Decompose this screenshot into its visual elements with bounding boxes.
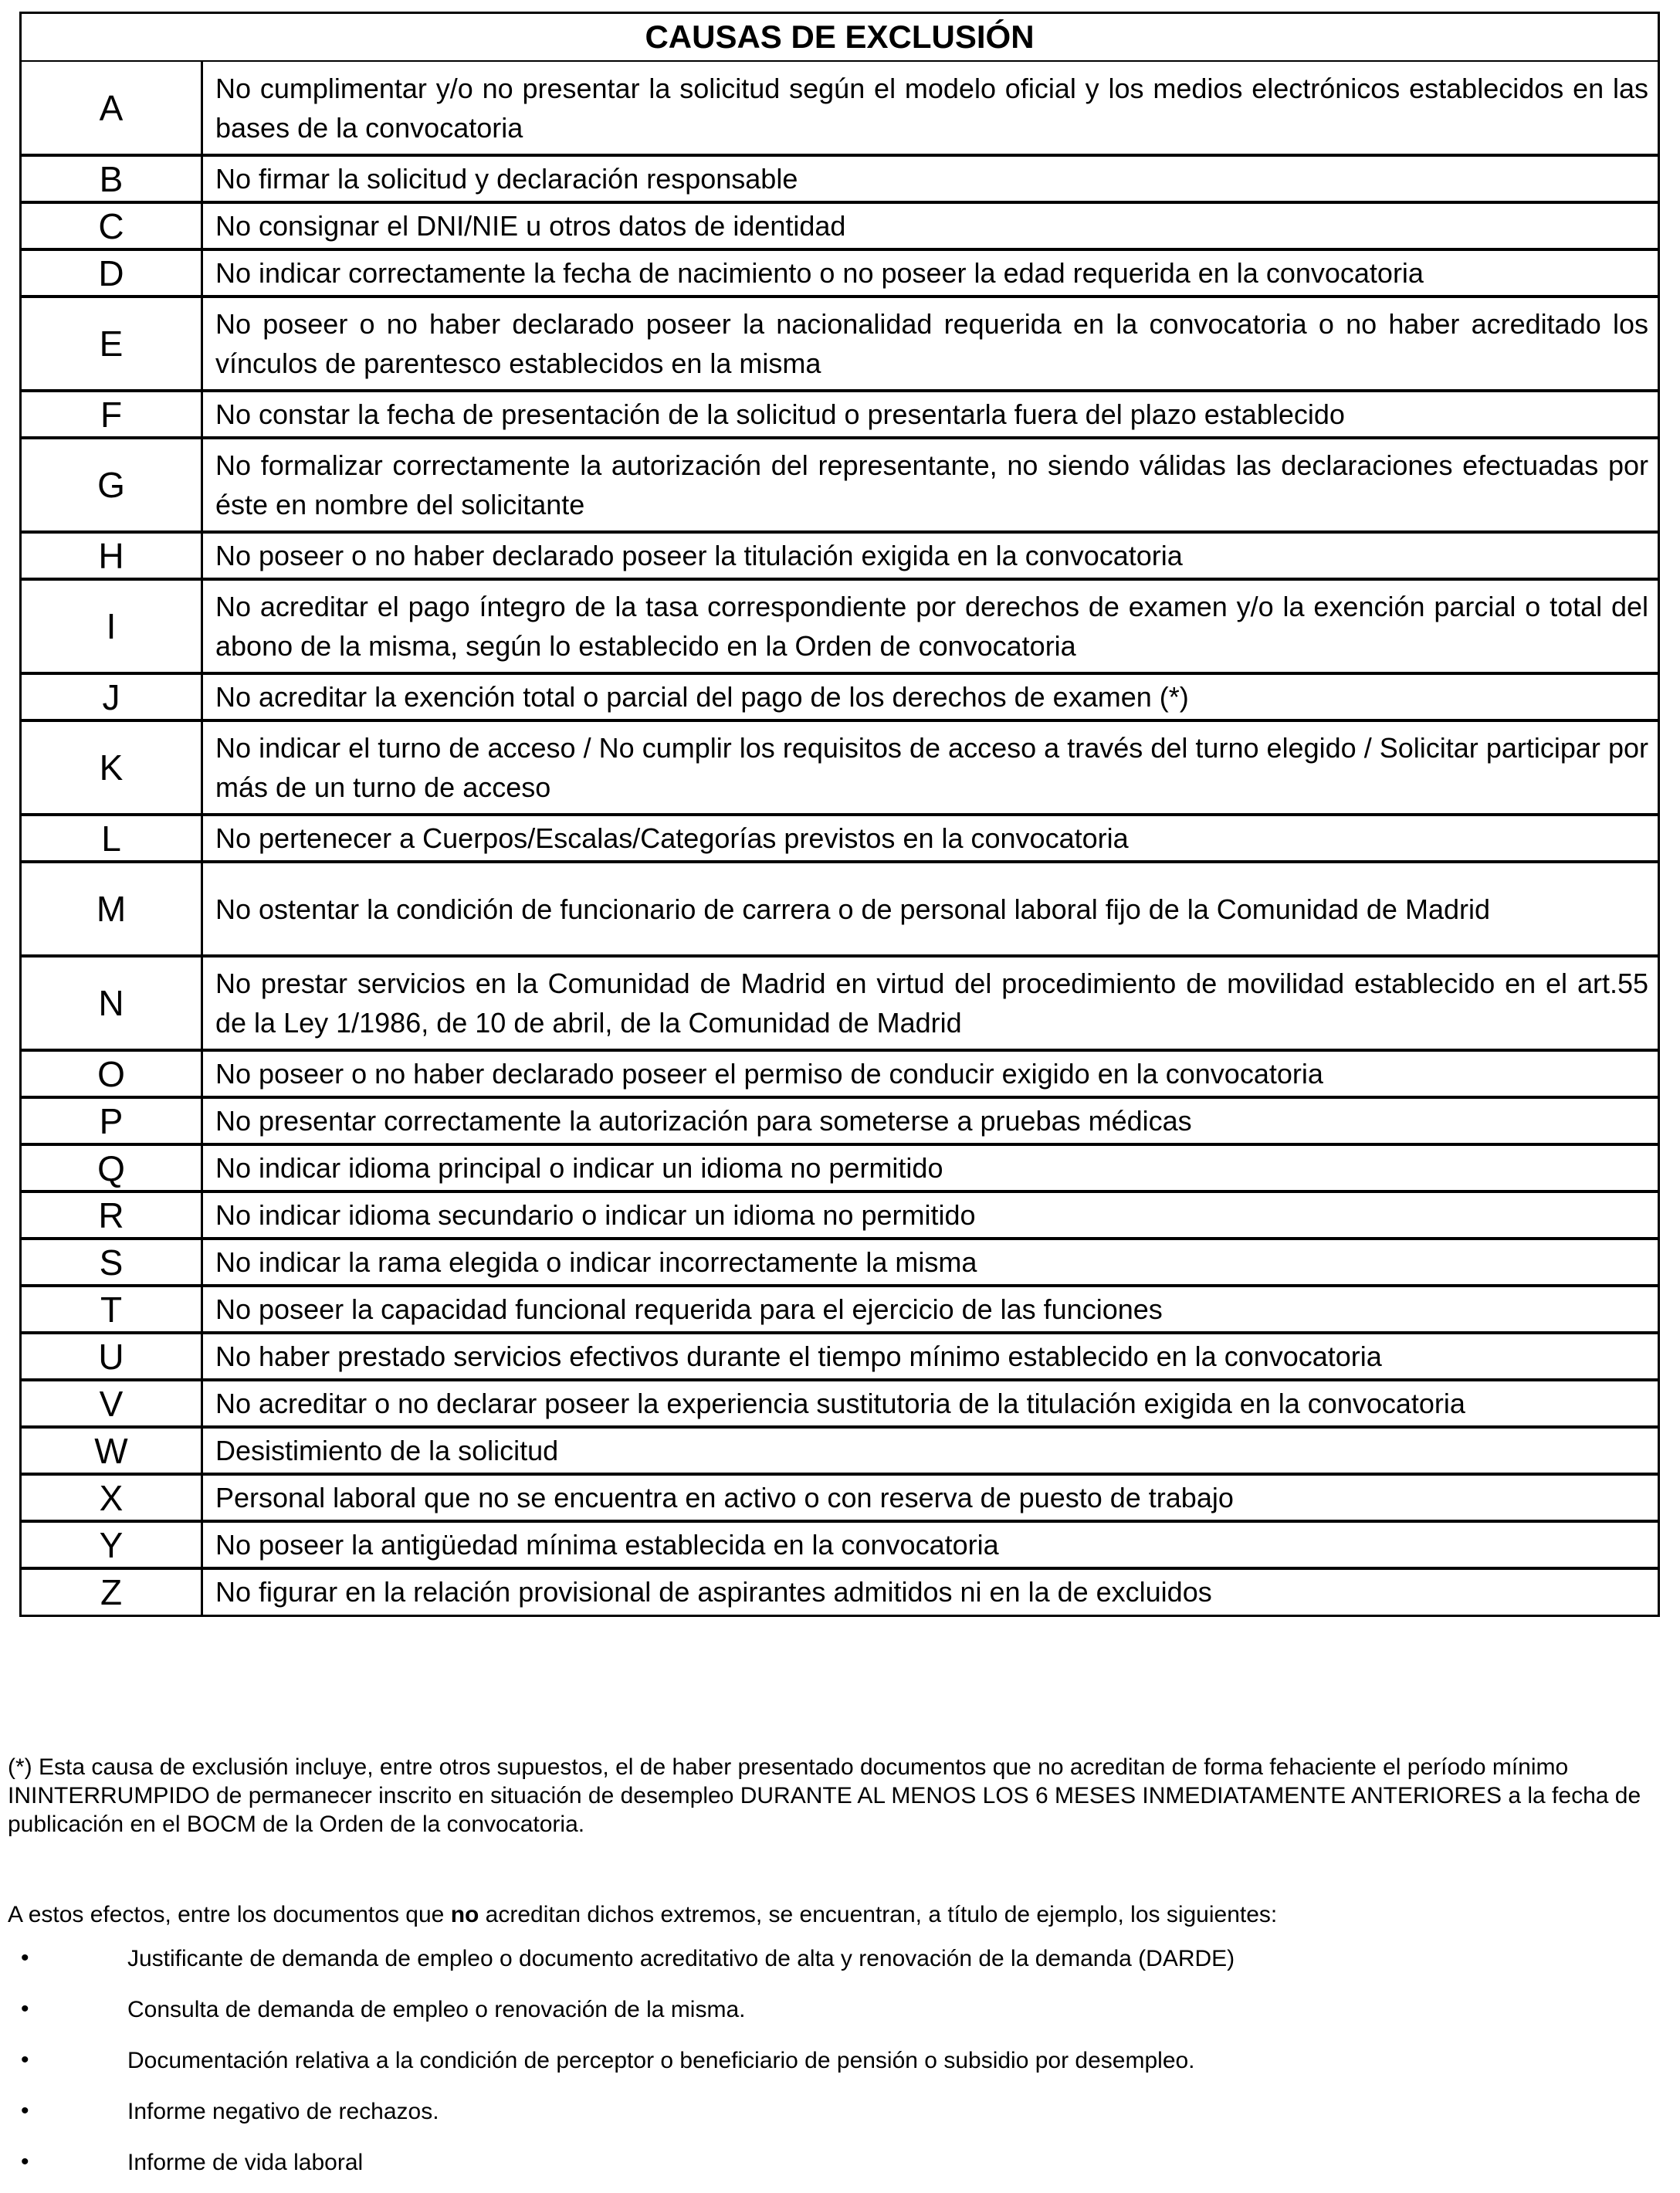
exclusion-description: No poseer o no haber declarado poseer la titulación exigida en la convocatoria <box>202 532 1659 579</box>
examples-lead <box>8 1900 1664 1929</box>
exclusion-code: Q <box>21 1144 202 1191</box>
exclusion-description: No consignar el DNI/NIE u otros datos de identidad <box>202 202 1659 249</box>
exclusion-code: Z <box>21 1568 202 1615</box>
list-item <box>8 2148 1664 2177</box>
list-item-text: Justificante de demanda de empleo o documento acreditativo de alta y renovación de la demanda (DARDE) <box>127 1946 1235 1971</box>
exclusion-code: V <box>21 1380 202 1427</box>
bullet-icon: • <box>21 1996 29 2022</box>
table-row <box>21 862 1659 956</box>
list-item <box>8 1944 1664 1973</box>
lead-text-before: A estos efectos, entre los documentos que <box>8 1902 451 1927</box>
exclusion-code: S <box>21 1239 202 1286</box>
exclusion-description: No formalizar correctamente la autorización del representante, no siendo válidas las declaraciones efectuadas por éste en nombre del solicitante <box>202 438 1659 532</box>
exclusion-description: No acreditar la exención total o parcial del pago de los derechos de examen (*) <box>202 673 1659 720</box>
table-row <box>21 155 1659 202</box>
list-item <box>8 1995 1664 2024</box>
exclusion-description: No indicar correctamente la fecha de nacimiento o no poseer la edad requerida en la convocatoria <box>202 249 1659 297</box>
list-item <box>8 2097 1664 2126</box>
bullet-icon: • <box>21 2098 29 2124</box>
exclusion-description: No poseer o no haber declarado poseer la nacionalidad requerida en la convocatoria o no haber acreditado los vínculos de parentesco establecidos en la misma <box>202 297 1659 391</box>
bullet-icon: • <box>21 2149 29 2174</box>
notes-section <box>8 1753 1664 2177</box>
table-row <box>21 1097 1659 1144</box>
table-row <box>21 1144 1659 1191</box>
exclusion-code: B <box>21 155 202 202</box>
exclusion-description: Desistimiento de la solicitud <box>202 1427 1659 1474</box>
exclusion-description: No acreditar el pago íntegro de la tasa correspondiente por derechos de examen y/o la exención parcial o total del abono de la misma, según lo establecido en la Orden de convocatoria <box>202 579 1659 673</box>
bullet-icon: • <box>21 1945 29 1971</box>
table-row <box>21 1427 1659 1474</box>
exclusion-code: T <box>21 1286 202 1333</box>
exclusion-code: O <box>21 1050 202 1097</box>
exclusion-description: No indicar la rama elegida o indicar incorrectamente la misma <box>202 1239 1659 1286</box>
exclusion-description: No indicar idioma secundario o indicar un idioma no permitido <box>202 1191 1659 1239</box>
exclusion-description: No indicar idioma principal o indicar un idioma no permitido <box>202 1144 1659 1191</box>
exclusion-causes-table <box>19 12 1660 1617</box>
table-row <box>21 61 1659 155</box>
exclusion-description: Personal laboral que no se encuentra en activo o con reserva de puesto de trabajo <box>202 1474 1659 1521</box>
exclusion-description: No acreditar o no declarar poseer la experiencia sustitutoria de la titulación exigida en la convocatoria <box>202 1380 1659 1427</box>
exclusion-code: M <box>21 862 202 956</box>
exclusion-code: J <box>21 673 202 720</box>
list-item-text: Informe negativo de rechazos. <box>127 2099 439 2124</box>
table-row <box>21 1050 1659 1097</box>
exclusion-description: No figurar en la relación provisional de aspirantes admitidos ni en la de excluidos <box>202 1568 1659 1615</box>
table-row <box>21 1474 1659 1521</box>
table-row <box>21 1239 1659 1286</box>
table-row <box>21 579 1659 673</box>
exclusion-code: D <box>21 249 202 297</box>
exclusion-description: No poseer la capacidad funcional requerida para el ejercicio de las funciones <box>202 1286 1659 1333</box>
exclusion-description: No ostentar la condición de funcionario de carrera o de personal laboral fijo de la Comunidad de Madrid <box>202 862 1659 956</box>
asterisk-footnote: (*) Esta causa de exclusión incluye, entre otros supuestos, el de haber presentado documentos que no acreditan de forma fehaciente el período mínimo ININTERRUMPIDO de permanecer inscrito en situación de desempleo DURANTE AL MENOS LOS 6 MESES INMEDIATAMENTE ANTERIORES a la fecha de publicación en el BOCM de la Orden de la convocatoria. <box>8 1754 1641 1837</box>
list-item-text: Documentación relativa a la condición de perceptor o beneficiario de pensión o subsidio por desempleo. <box>127 2048 1195 2073</box>
exclusion-description: No pertenecer a Cuerpos/Escalas/Categorías previstos en la convocatoria <box>202 815 1659 862</box>
exclusion-description: No firmar la solicitud y declaración responsable <box>202 155 1659 202</box>
list-item-text: Consulta de demanda de empleo o renovación de la misma. <box>127 1997 746 2022</box>
table-row <box>21 815 1659 862</box>
table-row <box>21 1380 1659 1427</box>
list-item <box>8 2046 1664 2075</box>
exclusion-code: F <box>21 391 202 438</box>
table-row <box>21 1521 1659 1568</box>
table-row <box>21 391 1659 438</box>
bullet-icon: • <box>21 2047 29 2073</box>
exclusion-code: R <box>21 1191 202 1239</box>
exclusion-code: I <box>21 579 202 673</box>
table-row <box>21 532 1659 579</box>
table-row <box>21 1286 1659 1333</box>
exclusion-code: L <box>21 815 202 862</box>
exclusion-description: No presentar correctamente la autorización para someterse a pruebas médicas <box>202 1097 1659 1144</box>
exclusion-description: No constar la fecha de presentación de la solicitud o presentarla fuera del plazo establecido <box>202 391 1659 438</box>
example-documents-list <box>8 1944 1664 2177</box>
exclusion-description: No prestar servicios en la Comunidad de Madrid en virtud del procedimiento de movilidad establecido en el art.55 de la Ley 1/1986, de 10 de abril, de la Comunidad de Madrid <box>202 956 1659 1050</box>
lead-text-after: acreditan dichos extremos, se encuentran, a título de ejemplo, los siguientes: <box>479 1902 1278 1927</box>
exclusion-code: A <box>21 61 202 155</box>
exclusion-code: C <box>21 202 202 249</box>
table-row <box>21 956 1659 1050</box>
exclusion-description: No indicar el turno de acceso / No cumplir los requisitos de acceso a través del turno elegido / Solicitar participar por más de un turno de acceso <box>202 720 1659 815</box>
table-row <box>21 1333 1659 1380</box>
table-row <box>21 720 1659 815</box>
exclusion-code: G <box>21 438 202 532</box>
exclusion-code: H <box>21 532 202 579</box>
table-row <box>21 249 1659 297</box>
exclusion-description: No poseer o no haber declarado poseer el permiso de conducir exigido en la convocatoria <box>202 1050 1659 1097</box>
lead-text-bold: no <box>450 1902 479 1927</box>
exclusion-code: Y <box>21 1521 202 1568</box>
exclusion-code: E <box>21 297 202 391</box>
table-row <box>21 202 1659 249</box>
table-row <box>21 673 1659 720</box>
table-row <box>21 1191 1659 1239</box>
exclusion-code: P <box>21 1097 202 1144</box>
exclusion-code: N <box>21 956 202 1050</box>
table-title: CAUSAS DE EXCLUSIÓN <box>21 13 1659 62</box>
table-row <box>21 1568 1659 1615</box>
list-item-text: Informe de vida laboral <box>127 2150 364 2175</box>
exclusion-code: X <box>21 1474 202 1521</box>
table-row <box>21 297 1659 391</box>
exclusion-code: W <box>21 1427 202 1474</box>
exclusion-code: U <box>21 1333 202 1380</box>
exclusion-code: K <box>21 720 202 815</box>
exclusion-description: No haber prestado servicios efectivos durante el tiempo mínimo establecido en la convocatoria <box>202 1333 1659 1380</box>
table-header-row <box>21 13 1659 62</box>
table-row <box>21 438 1659 532</box>
exclusion-description: No cumplimentar y/o no presentar la solicitud según el modelo oficial y los medios electrónicos establecidos en las bases de la convocatoria <box>202 61 1659 155</box>
exclusion-description: No poseer la antigüedad mínima establecida en la convocatoria <box>202 1521 1659 1568</box>
